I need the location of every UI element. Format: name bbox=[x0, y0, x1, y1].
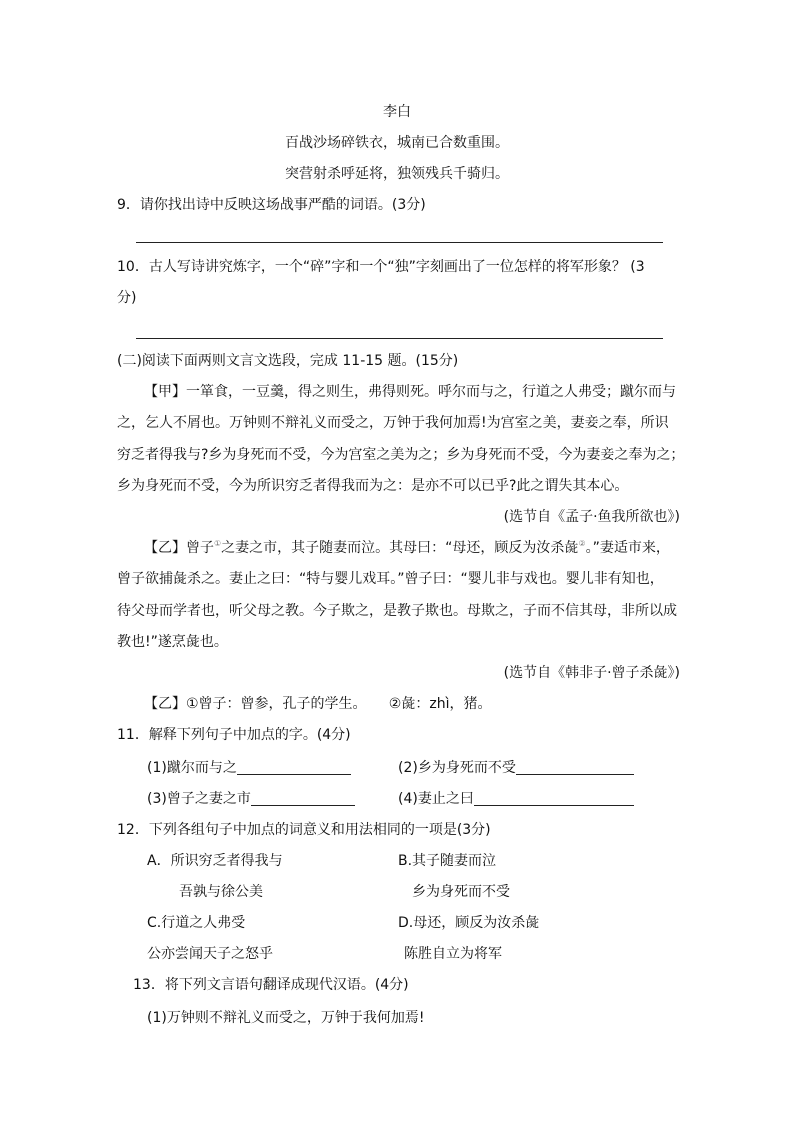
passage-jia-source: (选节自《孟子·鱼我所欲也》) bbox=[503, 509, 680, 525]
q11-item-4 bbox=[398, 790, 634, 808]
passage-yi-line-1-a: 【乙】曾子 bbox=[144, 540, 214, 556]
q11-item-4-text: (4)妻止之曰 bbox=[398, 791, 474, 807]
q11-item-3 bbox=[147, 790, 355, 808]
passage-yi-line-4: 教也!”遂烹彘也。 bbox=[117, 634, 228, 650]
question-13: 13．将下列文言语句翻译成现代汉语。(4分) bbox=[133, 977, 409, 993]
q11-item-3-text: (3)曾子之妻之市 bbox=[147, 791, 251, 807]
q12-option-a-line-2: 吾孰与徐公美 bbox=[179, 884, 263, 900]
q12-option-b-line-2: 乡为身死而不受 bbox=[412, 884, 510, 900]
poem-line-2: 突营射杀呼延将，独领残兵千骑归。 bbox=[285, 166, 509, 182]
question-11: 11．解释下列句子中加点的字。(4分) bbox=[117, 727, 351, 743]
answer-line-q9[interactable] bbox=[136, 242, 663, 243]
q11-answer-blank-3[interactable] bbox=[251, 791, 355, 806]
q11-answer-blank-1[interactable] bbox=[237, 760, 351, 775]
q13-item-1: (1)万钟则不辩礼义而受之，万钟于我何加焉! bbox=[147, 1010, 425, 1026]
q12-option-a-line-1[interactable]: A．所识穷乏者得我与 bbox=[147, 853, 283, 869]
footnote-marker-1: ① bbox=[214, 539, 222, 548]
passage-jia-line-4: 乡为身死而不受，今为所识穷乏者得我而为之：是亦不可以已乎?此之谓失其本心。 bbox=[117, 478, 629, 494]
answer-line-q10[interactable] bbox=[136, 338, 663, 339]
question-10-line-2: 分) bbox=[117, 290, 137, 306]
q12-option-b-line-1[interactable]: B.其子随妻而泣 bbox=[398, 853, 497, 869]
question-9: 9．请你找出诗中反映这场战事严酷的词语。(3分) bbox=[117, 197, 426, 213]
poem-line-1: 百战沙场碎铁衣，城南已合数重围。 bbox=[285, 135, 509, 151]
footnote-marker-2: ② bbox=[578, 539, 586, 548]
passage-jia-line-1: 【甲】一箪食，一豆羹，得之则生，弗得则死。呼尔而与之，行道之人弗受；蹴尔而与 bbox=[144, 384, 676, 400]
passage-yi-line-2: 曾子欲捕彘杀之。妻止之曰：“特与婴儿戏耳。”曾子曰：“婴儿非与戏也。婴儿非有知也， bbox=[117, 571, 664, 587]
passage-jia-line-3: 穷乏者得我与?乡为身死而不受，今为宫室之美为之；乡为身死而不受，今为妻妾之奉为之； bbox=[117, 447, 685, 463]
passage-yi-line-1 bbox=[144, 539, 670, 557]
q12-option-c-line-1[interactable]: C.行道之人弗受 bbox=[147, 915, 246, 931]
question-12: 12．下列各组句子中加点的词意义和用法相同的一项是(3分) bbox=[117, 822, 491, 838]
question-10-line-1: 10．古人写诗讲究炼字，一个“碎”字和一个“独”字刻画出了一位怎样的将军形象？ (3 bbox=[117, 259, 645, 275]
q11-answer-blank-4[interactable] bbox=[474, 791, 634, 806]
passage-yi-line-1-b: 之妻之市，其子随妻而泣。其母曰：“母还，顾反为汝杀彘 bbox=[221, 540, 579, 556]
poem-author: 李白 bbox=[383, 104, 411, 120]
q12-option-d-line-1[interactable]: D.母还，顾反为汝杀彘 bbox=[398, 915, 540, 931]
q12-option-d-line-2: 陈胜自立为将军 bbox=[404, 946, 502, 962]
q11-item-2-text: (2)乡为身死而不受 bbox=[398, 760, 516, 776]
section-2-heading: (二)阅读下面两则文言文选段，完成 11-15 题。(15分) bbox=[117, 353, 459, 369]
passage-yi-line-3: 待父母而学者也，听父母之教。今子欺之，是教子欺也。母欺之，子而不信其母，非所以成 bbox=[117, 603, 677, 619]
passage-jia-line-2: 之，乞人不屑也。万钟则不辩礼义而受之，万钟于我何加焉!为宫室之美，妻妾之奉，所识 bbox=[117, 415, 669, 431]
passage-yi-notes: 【乙】①曾子：曾参，孔子的学生。 ②彘：zhì，猪。 bbox=[144, 696, 492, 712]
passage-yi-source: (选节自《韩非子·曾子杀彘》) bbox=[503, 665, 680, 681]
q11-item-2 bbox=[398, 759, 634, 777]
q11-answer-blank-2[interactable] bbox=[516, 760, 634, 775]
q11-item-1-text: (1)蹴尔而与之 bbox=[147, 760, 237, 776]
q12-option-c-line-2: 公亦尝闻天子之怒乎 bbox=[147, 946, 273, 962]
q11-item-1 bbox=[147, 759, 351, 777]
passage-yi-line-1-c: 。”妻适市来， bbox=[585, 540, 670, 556]
